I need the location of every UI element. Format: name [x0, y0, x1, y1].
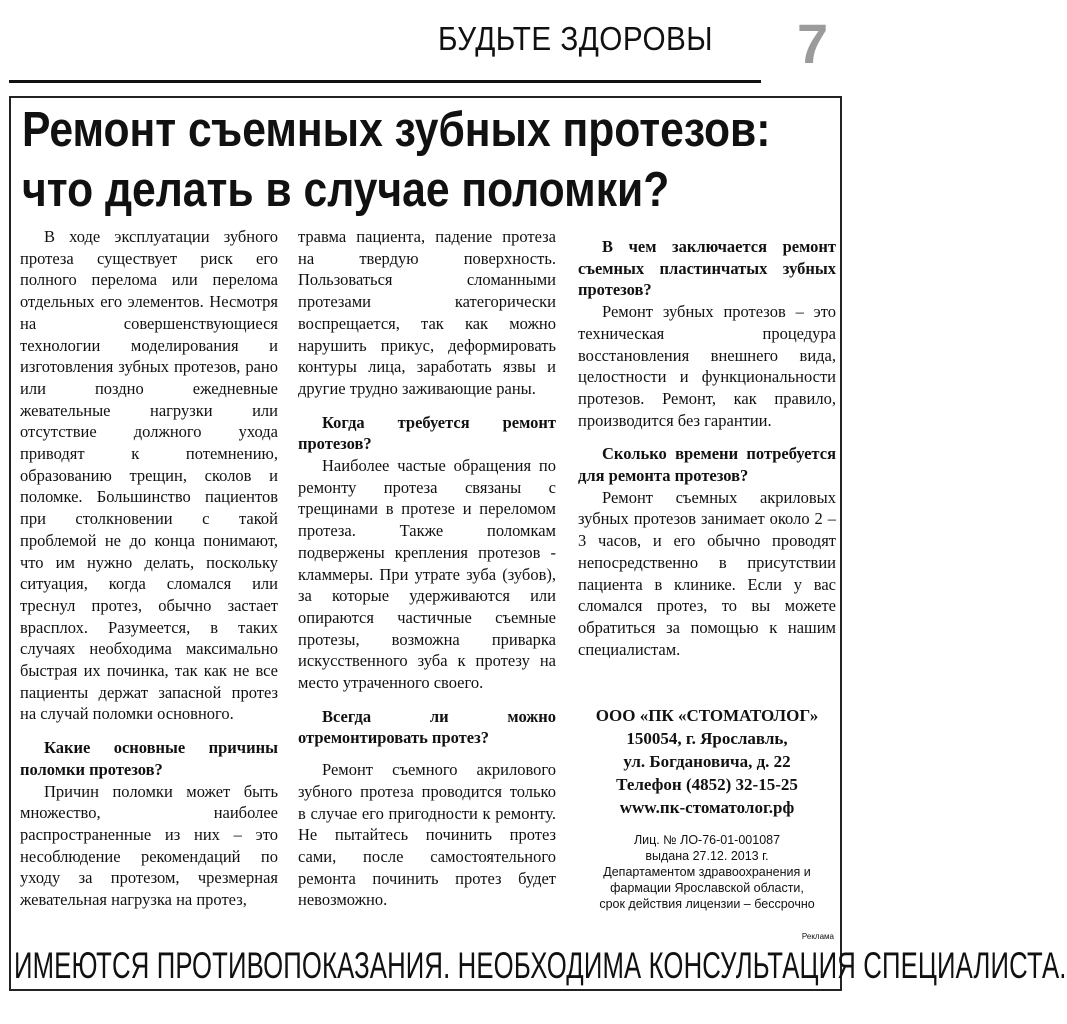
top-rule	[9, 80, 761, 83]
ad-label: Реклама	[801, 932, 834, 941]
address-city: 150054, г. Ярославль,	[626, 729, 788, 748]
subheading: Какие основные причины поломки протезов?	[20, 738, 278, 779]
company-name: ООО «ПК «СТОМАТОЛОГ»	[595, 706, 819, 725]
paragraph: травма пациента, падение протеза на твердую поверхность. Пользоваться сломанными протезами категорически воспрещается, так как можно нарушить прикус, деформировать контуры лица, заработать язвы и другие трудно заживающие раны.	[298, 227, 556, 398]
page-number: 7	[797, 12, 829, 75]
license-block	[578, 832, 836, 912]
license-line: фармации Ярославской области,	[610, 881, 804, 895]
website: www.пк-стоматолог.рф	[619, 798, 795, 817]
license-line: выдана 27.12. 2013 г.	[645, 849, 769, 863]
headline-line-1: Ремонт съемных зубных протезов:	[22, 103, 771, 157]
subheading: Всегда ли можно отремонтировать протез?	[298, 706, 556, 748]
paragraph: Ремонт съемных акриловых зубных протезов занимает около 2 – 3 часов, и его обычно проводят непосредственно в присутствии пациента в клинике. Если у вас сломался протез, то вы можете обратиться за помощью к нашим специалистам.	[578, 487, 836, 659]
article-column-3	[578, 236, 836, 660]
address-street: ул. Богдановича, д. 22	[623, 752, 791, 771]
paragraph: Ремонт зубных протезов – это техническая процедура восстановления внешнего вида, целостности и функциональности протезов. Ремонт, как правило, производится без гарантии.	[578, 302, 836, 430]
paragraph: Ремонт съемного акрилового зубного протеза проводится только в случае его пригодности к ремонту. Не пытайтесь починить протез сами, после самостоятельного ремонта починить протез будет невозможно.	[298, 760, 556, 910]
warning-banner: ИМЕЮТСЯ ПРОТИВОПОКАЗАНИЯ. НЕОБХОДИМА КОНСУЛЬТАЦИЯ СПЕЦИАЛИСТА.	[14, 945, 1067, 986]
license-line: Лиц. № ЛО-76-01-001087	[633, 833, 781, 847]
contact-block	[578, 704, 836, 819]
paragraph: В ходе эксплуатации зубного протеза существует риск его полного перелома или перелома отдельных его элементов. Несмотря на совершенствующиеся технологии моделирования и изготовления зубных протезов, рано или поздно ежедневные жевательные нагрузки или отсутствие должного ухода приводят к потемнению, образованию трещин, сколов и поломке. Большинство пациентов при столкновении с такой проблемой не до конца понимают, что им нужно делать, поскольку ситуация, когда сломался или треснул протез, обычно застает врасплох. Разумеется, в таких случаях необходима максимально быстрая их починка, так как не все пациенты держат запасной протез на случай поломки основного.	[20, 227, 278, 724]
phone: Телефон (4852) 32-15-25	[616, 775, 798, 794]
article-column-1	[20, 226, 278, 911]
license-line: срок действия лицензии – бессрочно	[599, 897, 815, 911]
headline	[22, 100, 771, 220]
subheading: Когда требуется ремонт протезов?	[298, 412, 556, 454]
headline-line-2: что делать в случае поломки?	[22, 163, 670, 217]
paragraph: Причин поломки может быть множество, наиболее распространенные из них – это несоблюдение рекомендаций по уходу за протезом, чрезмерная жевательная нагрузка на протез,	[20, 781, 278, 910]
subheading: Сколько времени потребуется для ремонта протезов?	[578, 444, 836, 486]
section-title: БУДЬТЕ ЗДОРОВЫ	[438, 20, 713, 57]
license-line: Департаментом здравоохранения и	[603, 865, 811, 879]
paragraph: Наиболее частые обращения по ремонту протеза связаны с трещинами в протезе и переломом протеза. Также поломкам подвержены крепления протезов - кламмеры. При утрате зуба (зубов), за которые удерживаются или опираются частичные съемные протезы, возможна приварка искусственного зуба к протезу на место утраченного своего.	[298, 456, 556, 693]
article-column-2	[298, 226, 556, 911]
subheading: В чем заключается ремонт съемных пластинчатых зубных протезов?	[578, 237, 836, 300]
